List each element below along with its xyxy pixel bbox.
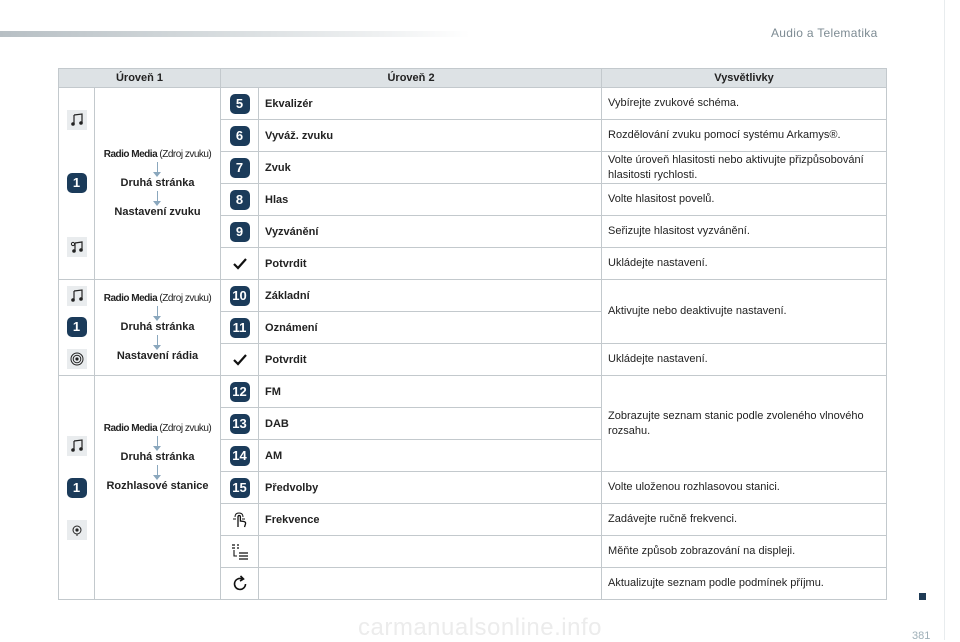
header-gradient-bar [0,31,470,37]
nav-arrow [157,306,158,316]
table-row [59,88,887,120]
level1-nav-cell [95,376,221,600]
row-name: Frekvence [259,504,602,536]
level1-number-badge: 1 [67,478,87,498]
nav-arrow [157,465,158,475]
row-desc: Zobrazujte seznam stanic podle zvoleného vlnového rozsahu. [602,376,887,472]
check-icon [233,258,247,270]
page-edge-line [944,0,945,640]
hand-touch-icon [231,512,249,528]
level1-icons-cell [59,280,95,376]
row-desc: Volte hlasitost povelů. [602,184,887,216]
row-icon-cell [221,536,259,568]
target-label: Rozhlasové stanice [106,480,209,492]
table-header-row [59,69,887,88]
row-name: Vyváž. zvuku [259,120,602,152]
row-icon-cell [221,504,259,536]
row-number-cell: 6 [221,120,259,152]
radio-media-label: Radio Media (Zdroj zvuku) [103,423,212,434]
row-desc: Rozdělování zvuku pomocí systému Arkamys®. [602,120,887,152]
row-number-cell: 10 [221,280,259,312]
row-name: Zvuk [259,152,602,184]
level1-icons-cell [59,376,95,600]
radio-signal-icon [67,349,87,369]
check-icon [233,354,247,366]
level1-icons-cell [59,88,95,280]
second-page-label: Druhá stránka [120,177,195,189]
level1-number-badge: 1 [67,173,87,193]
row-name: Oznámení [259,312,602,344]
row-desc: Volte uloženou rozhlasovou stanici. [602,472,887,504]
row-name: Předvolby [259,472,602,504]
row-desc: Aktualizujte seznam podle podmínek příjmu. [602,568,887,600]
refresh-icon [231,575,249,593]
row-name: Potvrdit [259,248,602,280]
row-name: Potvrdit [259,344,602,376]
header-level2: Úroveň 2 [221,69,602,88]
row-desc: Ukládejte nastavení. [602,344,887,376]
row-icon-cell [221,248,259,280]
nav-arrow [157,162,158,172]
row-number-cell: 13 [221,408,259,440]
target-label: Nastavení zvuku [114,206,201,218]
row-number-cell: 12 [221,376,259,408]
header-level1: Úroveň 1 [59,69,221,88]
second-page-label: Druhá stránka [120,451,195,463]
row-number-cell: 14 [221,440,259,472]
row-desc: Měňte způsob zobrazování na displeji. [602,536,887,568]
watermark: carmanualsonline.info [358,614,602,641]
row-name: Hlas [259,184,602,216]
level1-nav-cell [95,88,221,280]
row-number-cell: 8 [221,184,259,216]
row-desc: Zadávejte ručně frekvenci. [602,504,887,536]
row-name: DAB [259,408,602,440]
row-name: Ekvalizér [259,88,602,120]
row-icon-cell [221,344,259,376]
row-number-cell: 5 [221,88,259,120]
settings-table [58,68,887,600]
target-label: Nastavení rádia [116,350,199,362]
nav-arrow [157,436,158,446]
row-name: AM [259,440,602,472]
row-name [259,568,602,600]
row-number-cell: 9 [221,216,259,248]
page-marker [919,593,926,600]
level1-number-badge: 1 [67,317,87,337]
music-note-icon [67,110,87,130]
row-desc: Vybírejte zvukové schéma. [602,88,887,120]
row-number-cell: 11 [221,312,259,344]
station-icon [67,520,87,540]
row-name: Základní [259,280,602,312]
music-note-icon [67,286,87,306]
radio-media-label: Radio Media (Zdroj zvuku) [103,293,212,304]
table-row [59,376,887,408]
nav-arrow [157,335,158,345]
table-row [59,280,887,312]
row-number-cell: 7 [221,152,259,184]
second-page-label: Druhá stránka [120,321,195,333]
music-note-icon [67,436,87,456]
row-name: FM [259,376,602,408]
nav-arrow [157,191,158,201]
section-title: Audio a Telematika [771,26,878,40]
radio-media-label: Radio Media (Zdroj zvuku) [103,149,212,160]
row-desc: Seřizujte hlasitost vyzvánění. [602,216,887,248]
header-explanations: Vysvětlivky [602,69,887,88]
row-desc: Aktivujte nebo deaktivujte nastavení. [602,280,887,344]
row-name [259,536,602,568]
level1-nav-cell [95,280,221,376]
sound-settings-icon [67,237,87,257]
display-mode-icon [231,544,249,560]
row-number-cell: 15 [221,472,259,504]
row-desc: Volte úroveň hlasitosti nebo aktivujte přizpůsobování hlasitosti rychlosti. [602,152,887,184]
row-desc: Ukládejte nastavení. [602,248,887,280]
row-icon-cell [221,568,259,600]
page-number: 381 [912,630,931,642]
row-name: Vyzvánění [259,216,602,248]
